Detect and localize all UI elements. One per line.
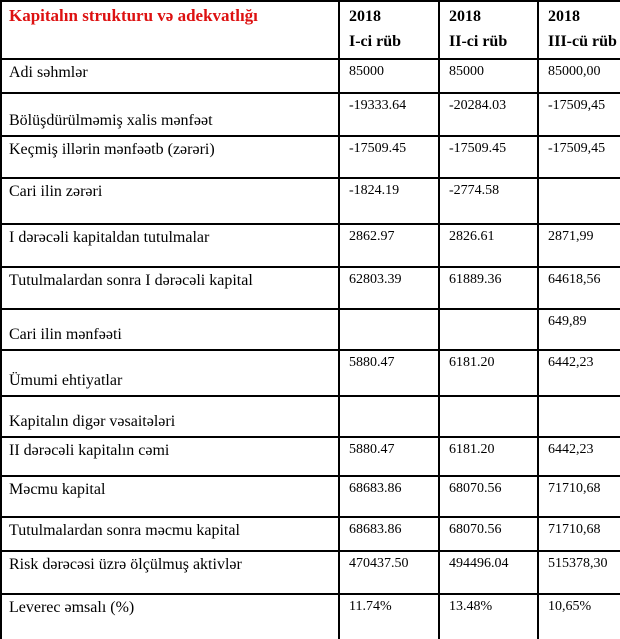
cell-value: 515378,30 (538, 551, 620, 594)
table-row (1, 224, 620, 267)
cell-value: -17509.45 (339, 136, 439, 178)
column-header-q2 (439, 1, 538, 59)
cell-value: -20284.03 (439, 93, 538, 136)
row-label: Tutulmalardan sonra məcmu kapital (1, 517, 339, 551)
table-row (1, 594, 620, 639)
table-row (1, 267, 620, 309)
table-row (1, 476, 620, 517)
table-row (1, 309, 620, 350)
cell-value: 649,89 (538, 309, 620, 350)
cell-value: -17509,45 (538, 136, 620, 178)
cell-value: 64618,56 (538, 267, 620, 309)
column-header-q3 (538, 1, 620, 59)
row-label: II dərəcəli kapitalın cəmi (1, 437, 339, 476)
cell-value: 68070.56 (439, 476, 538, 517)
cell-value: 2826.61 (439, 224, 538, 267)
column-quarter: III-cü rüb (548, 32, 617, 50)
cell-value: 6442,23 (538, 350, 620, 396)
cell-value (538, 396, 620, 437)
cell-value: 494496.04 (439, 551, 538, 594)
cell-value: -19333.64 (339, 93, 439, 136)
row-label: Cari ilin mənfəəti (1, 309, 339, 350)
cell-value (538, 178, 620, 224)
row-label: Leverec əmsalı (%) (1, 594, 339, 639)
column-year: 2018 (349, 8, 381, 25)
row-label: Keçmiş illərin mənfəətb (zərəri) (1, 136, 339, 178)
row-label: Risk dərəcəsi üzrə ölçülmuş aktivlər (1, 551, 339, 594)
cell-value: 6181.20 (439, 350, 538, 396)
row-label: I dərəcəli kapitaldan tutulmalar (1, 224, 339, 267)
row-label: Cari ilin zərəri (1, 178, 339, 224)
cell-value: 11.74% (339, 594, 439, 639)
cell-value: 6442,23 (538, 437, 620, 476)
cell-value: -17509,45 (538, 93, 620, 136)
row-label: Bölüşdürülməmiş xalis mənfəət (1, 93, 339, 136)
cell-value: 68683.86 (339, 517, 439, 551)
table-row (1, 551, 620, 594)
cell-value (339, 309, 439, 350)
cell-value: 71710,68 (538, 517, 620, 551)
column-year: 2018 (548, 8, 580, 25)
header-row (1, 1, 620, 59)
table-row (1, 437, 620, 476)
cell-value (439, 396, 538, 437)
cell-value: 85000 (439, 59, 538, 93)
cell-value: 5880.47 (339, 350, 439, 396)
cell-value: 2862.97 (339, 224, 439, 267)
column-header-q1 (339, 1, 439, 59)
cell-value: 10,65% (538, 594, 620, 639)
cell-value: 68070.56 (439, 517, 538, 551)
row-label: Kapitalın digər vəsaitələri (1, 396, 339, 437)
cell-value: 85000,00 (538, 59, 620, 93)
column-year: 2018 (449, 8, 481, 25)
cell-value: 62803.39 (339, 267, 439, 309)
row-label: Məcmu kapital (1, 476, 339, 517)
cell-value: -17509.45 (439, 136, 538, 178)
cell-value: 61889.36 (439, 267, 538, 309)
cell-value: 2871,99 (538, 224, 620, 267)
cell-value: 6181.20 (439, 437, 538, 476)
row-label: Adi səhmlər (1, 59, 339, 93)
cell-value: 13.48% (439, 594, 538, 639)
table-row (1, 396, 620, 437)
table-row (1, 93, 620, 136)
row-label: Ümumi ehtiyatlar (1, 350, 339, 396)
column-quarter: II-ci rüb (449, 32, 508, 50)
table-row (1, 59, 620, 93)
table-title: Kapitalın strukturu və adekvatlığı (1, 1, 339, 59)
cell-value: 68683.86 (339, 476, 439, 517)
table-row (1, 350, 620, 396)
table-row (1, 178, 620, 224)
cell-value: -2774.58 (439, 178, 538, 224)
cell-value (339, 396, 439, 437)
row-label: Tutulmalardan sonra I dərəcəli kapital (1, 267, 339, 309)
cell-value (439, 309, 538, 350)
cell-value: -1824.19 (339, 178, 439, 224)
cell-value: 5880.47 (339, 437, 439, 476)
table-row (1, 136, 620, 178)
cell-value: 85000 (339, 59, 439, 93)
cell-value: 470437.50 (339, 551, 439, 594)
column-quarter: I-ci rüb (349, 32, 401, 50)
table-row (1, 517, 620, 551)
cell-value: 71710,68 (538, 476, 620, 517)
